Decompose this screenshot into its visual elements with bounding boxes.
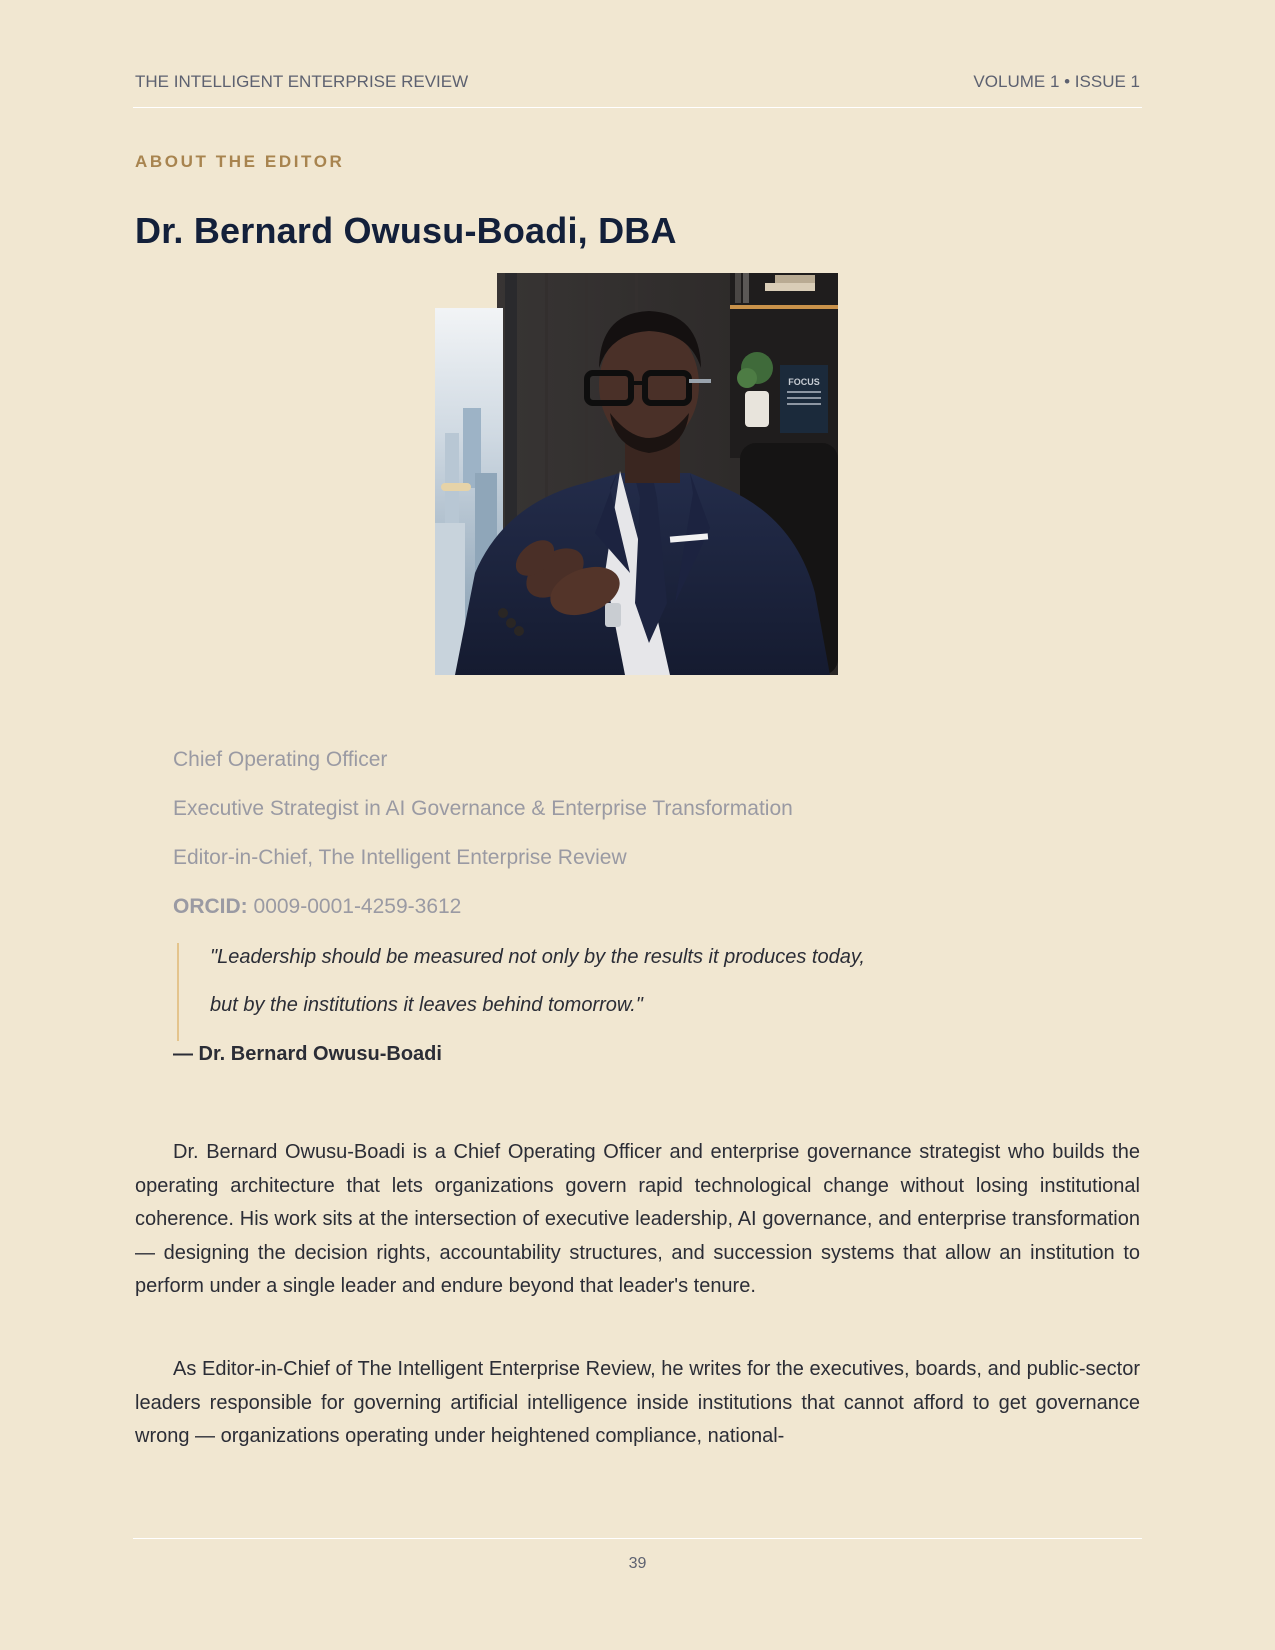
body-paragraph-2: As Editor-in-Chief of The Intelligent Enterprise Review, he writes for the executives, boards, and public-sector leaders responsible for governing artificial intelligence inside institutions that cannot afford to get governance wrong — organizations operating under heightened compliance, national- — [135, 1358, 1140, 1447]
running-header — [135, 72, 1140, 92]
quote-attribution: — Dr. Bernard Owusu-Boadi — [173, 1043, 442, 1065]
page-number: 39 — [628, 1555, 647, 1572]
pull-quote-line-1: "Leadership should be measured not only by the results it produces today, — [210, 946, 865, 968]
publication-title: THE INTELLIGENT ENTERPRISE REVIEW — [135, 72, 469, 91]
pull-quote-line-2: but by the institutions it leaves behind tomorrow." — [210, 994, 643, 1016]
credential-role-strategist: Executive Strategist in AI Governance & Enterprise Transformation — [173, 797, 793, 820]
footer-divider — [133, 1538, 1142, 1539]
header-divider — [133, 107, 1142, 108]
body-paragraph-1: Dr. Bernard Owusu-Boadi is a Chief Operating Officer and enterprise governance strategist who builds the operating architecture that lets organizations govern rapid technological change without losing institutional coherence. His work sits at the intersection of executive leadership, AI governance, and enterprise transformation — designing the decision rights, accountability structures, and succession systems that allow an institution to perform under a single leader and endure beyond that leader's tenure. — [135, 1141, 1140, 1297]
orcid-label: ORCID: — [173, 895, 248, 918]
orcid-value: 0009-0001-4259-3612 — [253, 895, 462, 918]
orcid-line — [173, 895, 461, 919]
section-kicker: ABOUT THE EDITOR — [135, 152, 345, 171]
editor-name-heading: Dr. Bernard Owusu-Boadi, DBA — [135, 210, 677, 251]
credential-role-editor: Editor-in-Chief, The Intelligent Enterprise Review — [173, 846, 627, 869]
editor-portrait — [435, 273, 838, 675]
pull-quote-bar — [177, 943, 179, 1041]
volume-issue: VOLUME 1 • ISSUE 1 — [973, 72, 1140, 91]
credential-role-coo: Chief Operating Officer — [173, 748, 388, 771]
book-title-text: FOCUS — [788, 377, 820, 387]
